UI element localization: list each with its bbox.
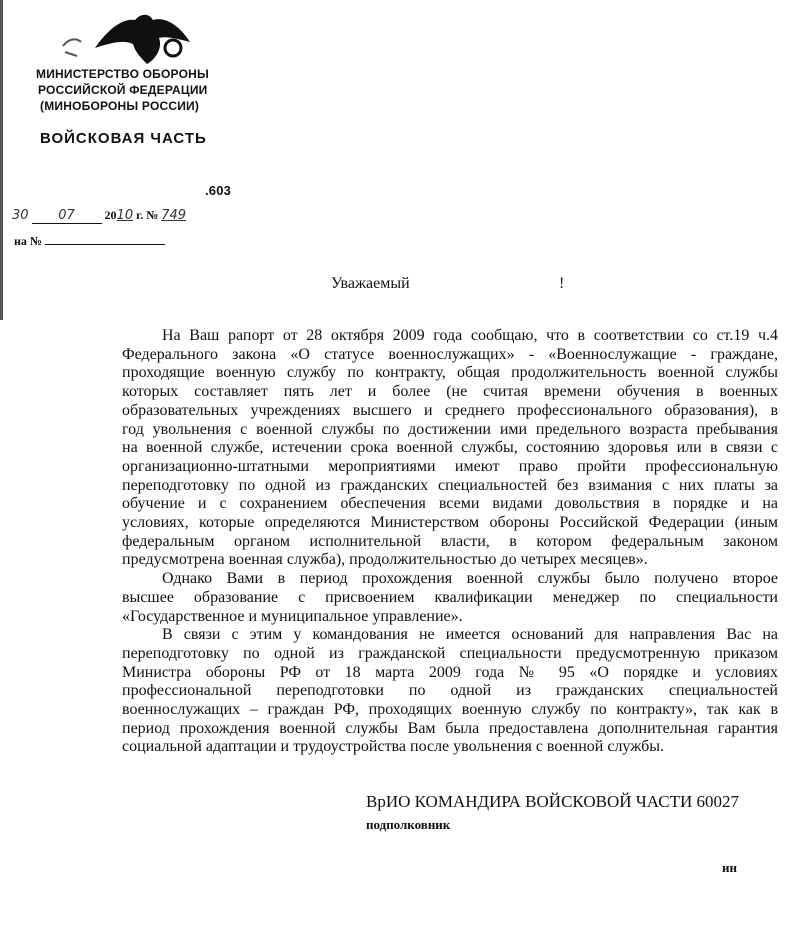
reply-to-line — [14, 234, 165, 249]
date-day: 30 — [12, 208, 29, 223]
text-line: высшее образование с присвоением квалификации менеджер по специальности — [122, 588, 778, 606]
letter-body — [122, 327, 778, 757]
text-line: которых составляет пять лет и более (не считая времени обучения в военных — [122, 383, 778, 401]
reply-to-blank — [45, 244, 165, 245]
text-line: Однако Вами в период прохождения военной службы было получено второе — [162, 570, 778, 588]
text-line: военнослужащих – граждан РФ, проходящих военную службу по контракту», так как в — [122, 701, 778, 719]
text-line: «Государственное и муниципальное управление». — [122, 607, 463, 625]
paragraph — [122, 327, 778, 570]
unit-number: .603 — [205, 183, 232, 198]
ministry-name-line1: МИНИСТЕРСТВО ОБОРОНЫ — [36, 67, 209, 81]
ministry-name-line2: РОССИЙСКОЙ ФЕДЕРАЦИИ — [38, 83, 208, 97]
text-line: В связи с этим у командования не имеется оснований для направления Вас на — [162, 626, 778, 644]
number-label: г. № — [136, 208, 159, 222]
text-line: Министра обороны РФ от 18 марта 2009 года № 95 «О порядке и условиях — [122, 663, 778, 681]
outgoing-number: 749 — [161, 208, 187, 223]
text-line: Федерального закона «О статусе военнослужащих» - «Военнослужащие - граждане, — [122, 345, 778, 363]
eagle-emblem-icon — [55, 8, 195, 66]
text-line: федеральным органом исполнительной власти, в котором федеральным законом — [122, 532, 778, 550]
text-line: обучение и с сохранением обеспечения всеми видами довольствия в порядке и на — [122, 495, 778, 513]
signature-rank: подполковник — [366, 817, 451, 832]
text-line: проходящие военную службу по контракту, общая продолжительность военной службы — [122, 364, 778, 382]
reply-to-label: на № — [14, 234, 42, 248]
date-year-suffix: 10 — [116, 208, 134, 223]
text-line: социальной адаптации и трудоустройства после увольнения с военной службы. — [122, 738, 664, 756]
text-line: образовательных учреждениях высшего и среднего профессионального образования), в — [122, 401, 778, 419]
ministry-name-line3: (МИНОБОРОНЫ РОССИИ) — [40, 99, 200, 113]
scan-edge — [0, 0, 3, 320]
paragraph — [122, 570, 778, 626]
date-month: 07 — [32, 208, 102, 224]
salutation: Уважаемый — [331, 275, 410, 292]
signature-name: ин — [722, 860, 737, 875]
text-line: период прохождения военной службы Вам была предоставлена дополнительная гарантия — [122, 719, 778, 737]
date-line — [12, 208, 186, 224]
text-line: на военной службе, истечении срока военной службы, состоянию здоровья или в связи с — [122, 439, 778, 457]
text-line: На Ваш рапорт от 28 октября 2009 года сообщаю, что в соответствии со ст.19 ч.4 — [162, 327, 778, 344]
paragraph — [122, 626, 778, 757]
military-unit-label: ВОЙСКОВАЯ ЧАСТЬ — [40, 130, 207, 147]
text-line: организационно-штатными мероприятиями имеют право пройти профессиональную — [122, 457, 778, 475]
date-year-prefix: 20 — [104, 208, 117, 222]
text-line: переподготовку по одной из гражданской специальности предусмотренную приказом — [122, 644, 778, 662]
text-line: условиях, которые определяются Министерством обороны Российской Федерации (иным — [122, 514, 778, 532]
salutation-exclamation: ! — [559, 275, 565, 292]
text-line: предусмотрена военная служба), продолжительностью до четырех месяцев». — [122, 551, 648, 569]
signature-title: ВрИО КОМАНДИРА ВОЙСКОВОЙ ЧАСТИ 60027 — [366, 792, 739, 811]
text-line: профессиональной переподготовки по одной из гражданских специальностей — [122, 682, 778, 700]
text-line: год увольнения с военной службы по достижении ими предельного возраста пребывания — [122, 420, 778, 438]
text-line: переподготовку по одной из гражданских специальностей без взимания с них платы за — [122, 476, 778, 494]
